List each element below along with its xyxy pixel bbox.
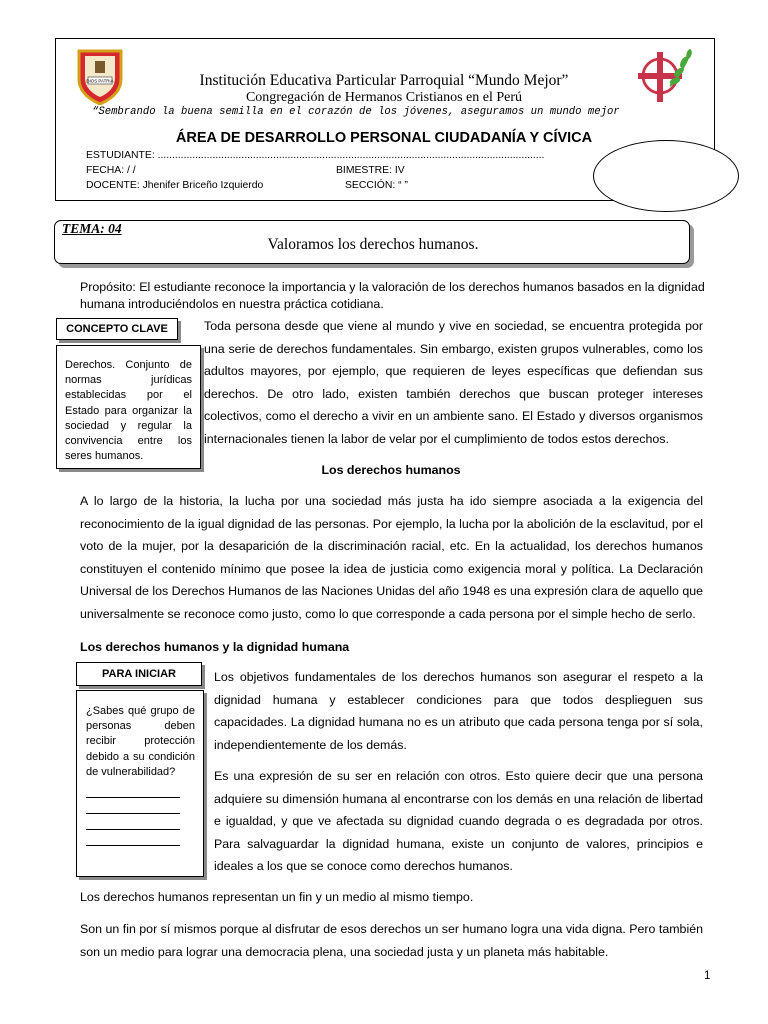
purpose-text: Propósito: El estudiante reconoce la importancia y la valoración de los derechos humanos basados en la dignidad humana introduciéndolos en nuestra práctica cotidiana. — [80, 280, 705, 311]
concepto-clave-box — [56, 345, 201, 469]
para-iniciar-question: ¿Sabes qué grupo de personas deben recibir protección debido a su condición de vulnerabilidad? — [86, 705, 195, 778]
grade-oval — [593, 140, 739, 212]
answer-line[interactable] — [86, 814, 180, 830]
congregation-name: Congregación de Hermanos Cristianos en el Perú — [245, 90, 523, 105]
tema-title: Valoramos los derechos humanos. — [267, 236, 479, 253]
school-motto: “Sembrando la buena semilla en el corazón de los jóvenes, aseguramos un mundo mejor — [92, 106, 620, 118]
concepto-clave-label: CONCEPTO CLAVE — [56, 318, 178, 340]
para-iniciar-label: PARA INICIAR — [76, 662, 202, 686]
answer-lines[interactable] — [86, 782, 195, 846]
answer-line[interactable] — [86, 830, 180, 846]
dignity-paragraph-2: Es una expresión de su ser en relación con otros. Esto quiere decir que una persona adquiere su dimensión humana al encontrarse con los demás en una relación de libertad e igualdad, y que ve afectada su dignidad cuando degrada o es degradada por otros. Para salvaguardar la dignidad humana, existe un conjunto de valores, principios e ideales a los que se conoce como derechos humanos. — [214, 769, 703, 874]
student-field: ESTUDIANTE: ...................................................................................................................................... — [86, 150, 545, 161]
date-field: FECHA: / / — [86, 165, 136, 176]
intro-paragraph: Toda persona desde que viene al mundo y vive en sociedad, se encuentra protegida por una serie de derechos fundamentales. Sin embargo, existen grupos vulnerables, como los adultos mayores, por ejemplo, que requieren de leyes específicas que defiendan sus derechos. De otro lado, existen también derechos que buscan proteger intereses colectivos, como el derecho a vivir en un ambiente sano. El Estado y diversos organismos internacionales tienen la labor de velar por el cumplimiento de todos estos derechos. — [204, 319, 703, 446]
answer-line[interactable] — [86, 798, 180, 814]
section-heading-dignidad: Los derechos humanos y la dignidad humana — [80, 640, 350, 654]
history-paragraph: A lo largo de la historia, la lucha por una sociedad más justa ha ido siempre asociada a la exigencia del reconocimiento de la igual dignidad de las personas. Por ejemplo, la lucha por la abolición de la esclavitud, por el voto de la mujer, por la desaparición de la discriminación racial, etc. En la actualidad, los derechos humanos constituyen el contenido mínimo que posee la idea de justicia como exigencia moral y política. La Declaración Universal de los Derechos Humanos de las Naciones Unidas del año 1948 es una expresión clara de aquello que universalmente se reconoce como justo, como lo que corresponde a cada persona por el simple hecho de serlo. — [80, 494, 703, 621]
dignity-paragraph-1: Los objetivos fundamentales de los derechos humanos son asegurar el respeto a la dignidad humana y establecer condiciones para que todos desplieguen sus capacidades. La dignidad humana no es un atributo que cada persona tenga por sí sola, independientemente de los demás. — [214, 670, 703, 752]
page-number: 1 — [704, 970, 711, 982]
area-title: ÁREA DE DESARROLLO PERSONAL CIUDADANÍA Y CÍVICA — [175, 130, 593, 146]
section-field: SECCIÓN: “ ” — [345, 180, 408, 191]
section-heading-derechos: Los derechos humanos — [321, 463, 461, 477]
concepto-definition: Derechos. Conjunto de normas jurídicas establecidas por el Estado para organizar la sociedad y regular la convivencia entre los seres humanos. — [65, 359, 192, 463]
institution-name: Institución Educativa Particular Parroquial “Mundo Mejor” — [199, 72, 569, 89]
answer-line[interactable] — [86, 782, 180, 798]
svg-text:DIOS PATRIA: DIOS PATRIA — [86, 78, 114, 84]
para-iniciar-box — [76, 690, 204, 877]
fin-paragraph: Son un fin por sí mismos porque al disfrutar de esos derechos un ser humano logra una vida digna. Pero también son un medio para lograr una democracia plena, una sociedad justa y un planeta más habitable. — [80, 922, 703, 959]
bimester-field: BIMESTRE: IV — [336, 165, 405, 176]
teacher-field: DOCENTE: Jhenifer Briceño Izquierdo — [86, 180, 264, 191]
tema-label: TEMA: 04 — [62, 221, 122, 236]
fin-medio-paragraph: Los derechos humanos representan un fin y un medio al mismo tiempo. — [80, 890, 474, 904]
